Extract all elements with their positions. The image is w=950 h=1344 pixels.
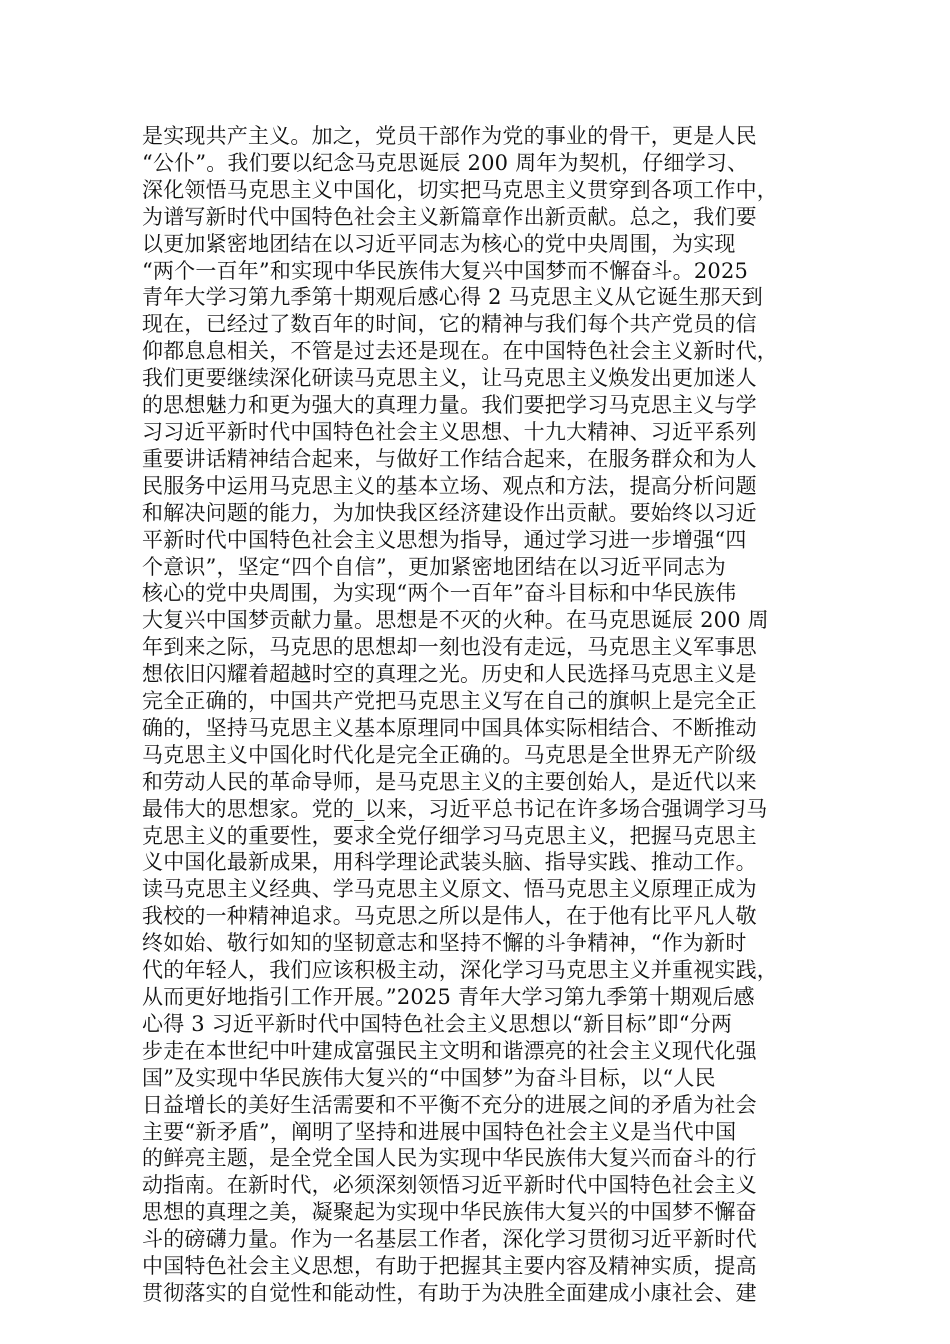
text-line-19: 大复兴中国梦贡献力量。思想是不灭的火种。在马克思诞辰 200 周: [142, 608, 769, 633]
text-line-12: 习习近平新时代中国特色社会主义思想、十九大精神、习近平系列: [142, 419, 757, 444]
text-line-17: 个意识”，坚定“四个自信”，更加紧密地团结在以习近平同志为: [142, 554, 727, 579]
text-line-4: 为谱写新时代中国特色社会主义新篇章作出新贡献。总之，我们要: [142, 204, 757, 229]
text-line-37: 日益增长的美好生活需要和不平衡不充分的进展之间的矛盾为社会: [142, 1092, 757, 1117]
text-line-2: “公仆”。我们要以纪念马克思诞辰 200 周年为契机，仔细学习、: [142, 150, 749, 175]
text-line-41: 思想的真理之美，凝聚起为实现中华民族伟大复兴的中国梦不懈奋: [142, 1200, 757, 1225]
text-line-10: 我们更要继续深化研读马克思主义，让马克思主义焕发出更加迷人: [142, 366, 757, 391]
text-line-43: 中国特色社会主义思想，有助于把握其主要内容及精神实质，提高: [142, 1254, 757, 1279]
text-line-27: 克思主义的重要性，要求全党仔细学习马克思主义，把握马克思主: [142, 823, 757, 848]
text-line-40: 动指南。在新时代，必须深刻领悟习近平新时代中国特色社会主义: [142, 1173, 757, 1198]
text-line-32: 代的年轻人，我们应该积极主动，深化学习马克思主义并重视实践，: [142, 958, 778, 983]
text-line-44: 贯彻落实的自觉性和能动性，有助于为决胜全面建成小康社会、建: [142, 1280, 757, 1305]
text-line-16: 平新时代中国特色社会主义思想为指导，通过学习进一步增强“四: [142, 527, 747, 552]
text-line-24: 马克思主义中国化时代化是完全正确的。马克思是全世界无产阶级: [142, 742, 757, 767]
text-line-38: 主要“新矛盾”，阐明了坚持和进展中国特色社会主义是当代中国: [142, 1119, 737, 1144]
text-line-20: 年到来之际，马克思的思想却一刻也没有走远，马克思主义军事思: [142, 635, 757, 660]
text-line-18: 核心的党中央周围，为实现“两个一百年”奋斗目标和中华民族伟: [142, 581, 737, 606]
text-line-26: 最伟大的思想家。党的_以来，习近平总书记在许多场合强调学习马: [142, 796, 768, 821]
text-line-8: 现在，已经过了数百年的时间，它的精神与我们每个共产党员的信: [142, 312, 757, 337]
text-line-35: 步走在本世纪中叶建成富强民主文明和谐漂亮的社会主义现代化强: [142, 1038, 757, 1063]
text-line-34: 心得 3 习近平新时代中国特色社会主义思想以“新目标”即“分两: [142, 1011, 733, 1036]
text-line-7: 青年大学习第九季第十期观后感心得 2 马克思主义从它诞生那天到: [142, 285, 763, 310]
text-line-39: 的鲜亮主题，是全党全国人民为实现中华民族伟大复兴而奋斗的行: [142, 1146, 757, 1171]
text-line-31: 终如始、敬行如知的坚韧意志和坚持不懈的斗争精神，“作为新时: [142, 931, 747, 956]
text-line-15: 和解决问题的能力，为加快我区经济建设作出贡献。要始终以习近: [142, 500, 757, 525]
text-line-30: 我校的一种精神追求。马克思之所以是伟人，在于他有比平凡人敬: [142, 904, 757, 929]
text-line-33: 从而更好地指引工作开展。”2025 青年大学习第九季第十期观后感: [142, 985, 755, 1009]
text-line-1: 是实现共产主义。加之，党员干部作为党的事业的骨干，更是人民: [142, 124, 757, 148]
body-text: [142, 123, 832, 1307]
text-line-13: 重要讲话精神结合起来，与做好工作结合起来，在服务群众和为人: [142, 446, 757, 471]
text-line-6: “两个一百年”和实现中华民族伟大复兴中国梦而不懈奋斗。2025: [142, 258, 749, 283]
text-line-3: 深化领悟马克思主义中国化，切实把马克思主义贯穿到各项工作中，: [142, 177, 778, 202]
text-line-9: 仰都息息相关，不管是过去还是现在。在中国特色社会主义新时代，: [142, 339, 778, 364]
text-line-28: 义中国化最新成果，用科学理论武装头脑、指导实践、推动工作。: [142, 850, 757, 875]
text-line-22: 完全正确的，中国共产党把马克思主义写在自己的旗帜上是完全正: [142, 689, 757, 714]
text-line-23: 确的，坚持马克思主义基本原理同中国具体实际相结合、不断推动: [142, 715, 757, 740]
text-line-5: 以更加紧密地团结在以习近平同志为核心的党中央周围，为实现: [142, 231, 736, 256]
text-line-36: 国”及实现中华民族伟大复兴的“中国梦”为奋斗目标，以“人民: [142, 1065, 716, 1090]
text-line-21: 想依旧闪耀着超越时空的真理之光。历史和人民选择马克思主义是: [142, 662, 757, 687]
text-line-42: 斗的磅礴力量。作为一名基层工作者，深化学习贯彻习近平新时代: [142, 1227, 757, 1252]
text-line-29: 读马克思主义经典、学马克思主义原文、悟马克思主义原理正成为: [142, 877, 757, 902]
text-line-14: 民服务中运用马克思主义的基本立场、观点和方法，提高分析问题: [142, 473, 757, 498]
text-line-25: 和劳动人民的革命导师，是马克思主义的主要创始人，是近代以来: [142, 769, 757, 794]
text-line-11: 的思想魅力和更为强大的真理力量。我们要把学习马克思主义与学: [142, 393, 757, 418]
